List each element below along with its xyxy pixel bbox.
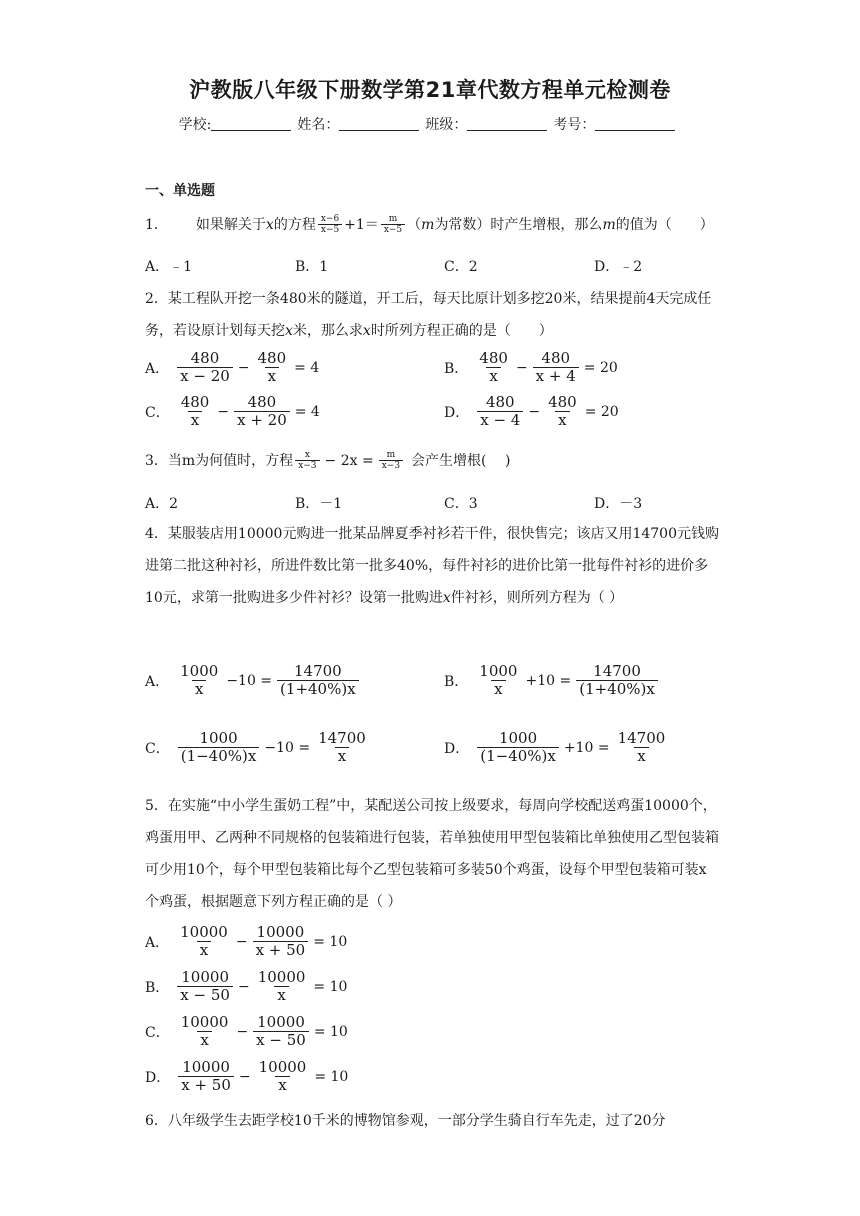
school-label: 学校: (178, 117, 212, 133)
q2-text: 时所列方程正确的是（ ） (370, 323, 553, 339)
fraction: $\frac{1000}{(1-40\%)x}$ (178, 730, 260, 766)
fraction: $\frac{10000}{x}$ (180, 923, 228, 960)
q1-text: 如果解关于 (195, 216, 266, 233)
fraction: $\frac{14700}{(1+40\%)x}$ (576, 663, 658, 699)
question-1 (145, 214, 714, 236)
fraction: $\frac{10000}{x}$ (180, 1013, 229, 1050)
q3-text: 会产生增根( ) (411, 452, 511, 469)
q1-number: 1． (145, 216, 168, 233)
q1-option-c[interactable]: C．2 (444, 259, 478, 275)
question-4 (145, 518, 720, 614)
fraction: $\frac{10000}{x + 50}$ (253, 924, 309, 960)
fraction: $\frac{480}{x}$ (479, 349, 508, 386)
q4-text: 件衬衫，则所列方程为（ ） (450, 590, 624, 606)
page-title: 沪教版八年级下册数学第21章代数方程单元检测卷 (189, 78, 671, 102)
q1-option-d[interactable]: D．﹣2 (594, 259, 643, 275)
q3-text: − 2x = (324, 452, 374, 469)
fraction: $\frac{480}{x - 20}$ (177, 350, 233, 386)
q2-option-a[interactable]: A． $\frac{480}{x - 20}$ − $\frac{480}{x}$ = 4 (145, 349, 320, 386)
name-label: 姓名： (297, 117, 340, 133)
q4-option-d[interactable]: D． $\frac{1000}{(1-40\%)x}$ +10 = $\frac{14700}{x}$ (444, 730, 670, 766)
fraction: $\frac{10000}{x}$ (257, 968, 306, 1005)
q3-fraction: $\frac{m}{x-3}$ (379, 450, 403, 472)
q4-option-b[interactable]: B． $\frac{1000}{x}$ +10 = $\frac{14700}{(1+40\%)x}$ (444, 663, 660, 699)
question-3 (145, 450, 510, 472)
q1-var: m (421, 216, 435, 233)
q4-option-c[interactable]: C． $\frac{1000}{(1-40\%)x}$ −10 = $\frac{14700}{x}$ (145, 730, 371, 766)
q4-text: 4．某服装店用10000元购进一批某品牌夏季衬衫若干件，很快售完；该店又用14700元钱购进第二批这种衬衫，所进件数比第一批多40%，每件衬衫的进价比第一批每件衬衫的进价多10元，求第一批购进多少件衬衫？设第一批购进 (145, 526, 719, 606)
q2-option-c[interactable]: C． $\frac{480}{x}$ − $\frac{480}{x + 20}$ = 4 (145, 393, 320, 430)
q3-text: 3．当m为何值时，方程 (145, 452, 294, 469)
q2-option-b[interactable]: B． $\frac{480}{x}$ − $\frac{480}{x + 4}$ = 20 (444, 349, 618, 386)
q3-fraction: $\frac{x}{x-3}$ (295, 450, 319, 472)
q3-option-c[interactable]: C．3 (444, 496, 478, 512)
fraction: $\frac{480}{x + 20}$ (234, 394, 290, 430)
q1-text: 的值为（ ） (615, 216, 714, 233)
fraction: $\frac{10000}{x}$ (258, 1058, 307, 1095)
q2-var: x (285, 323, 293, 339)
q4-option-a[interactable]: A． $\frac{1000}{x}$ −10 = $\frac{14700}{(1+40\%)x}$ (145, 663, 361, 699)
q2-text: 2．某工程队开挖一条480米的隧道，开工后，每天比原计划多挖20米，结果提前4天完成任务，若设原计划每天挖 (145, 291, 712, 339)
fraction: $\frac{1000}{(1-40\%)x}$ (477, 730, 559, 766)
student-info-line (0, 114, 860, 134)
q5-option-c[interactable]: C． $\frac{10000}{x}$ − $\frac{10000}{x - 50}$ = 10 (145, 1013, 348, 1050)
fraction: $\frac{480}{x - 4}$ (477, 394, 523, 430)
q1-text: +1＝ (344, 216, 379, 233)
q3-option-d[interactable]: D．－3 (594, 496, 643, 512)
fraction: $\frac{14700}{x}$ (617, 729, 666, 766)
q1-fraction: $\frac{m}{x-5}$ (381, 214, 405, 236)
exam-no-label: 考号： (553, 117, 596, 133)
q1-text: 为常数）时产生增根，那么 (434, 216, 603, 233)
fraction: $\frac{10000}{x - 50}$ (177, 969, 233, 1005)
q5-option-a[interactable]: A． $\frac{10000}{x}$ − $\frac{10000}{x + 50}$ = 10 (145, 923, 348, 960)
question-6: 6．八年级学生去距学校10千米的博物馆参观，一部分学生骑自行车先走，过了20分 (145, 1113, 666, 1129)
fraction: $\frac{10000}{x + 50}$ (178, 1059, 234, 1095)
fraction: $\frac{1000}{x}$ (180, 662, 219, 699)
fraction: $\frac{14700}{(1+40\%)x}$ (277, 663, 359, 699)
q1-option-a[interactable]: A．﹣1 (145, 259, 193, 275)
fraction: $\frac{10000}{x - 50}$ (253, 1014, 309, 1050)
q5-option-b[interactable]: B． $\frac{10000}{x - 50}$ − $\frac{10000}{x}$ = 10 (145, 968, 348, 1005)
q3-option-b[interactable]: B．－1 (295, 496, 343, 512)
section-heading: 一、单选题 (145, 183, 215, 199)
q1-text: （ (407, 216, 422, 233)
q3-option-a[interactable]: A．2 (145, 496, 179, 512)
fraction: $\frac{480}{x}$ (180, 393, 210, 430)
q5-option-d[interactable]: D． $\frac{10000}{x + 50}$ − $\frac{10000}{x}$ = 10 (145, 1058, 349, 1095)
q1-text: 的方程 (273, 216, 316, 233)
q2-text: 米，那么求 (292, 323, 363, 339)
question-2 (145, 283, 720, 347)
q1-var: m (602, 216, 616, 233)
q1-option-b[interactable]: B．1 (295, 259, 329, 275)
school-blank (211, 116, 291, 131)
fraction: $\frac{1000}{x}$ (479, 662, 518, 699)
fraction: $\frac{480}{x}$ (257, 349, 287, 386)
q4-var: x (442, 590, 451, 606)
fraction: $\frac{14700}{x}$ (318, 729, 366, 766)
q2-var: x (362, 323, 371, 339)
question-5: 5．在实施“中小学生蛋奶工程”中，某配送公司按上级要求，每周向学校配送鸡蛋10000个，鸡蛋用甲、乙两种不同规格的包装箱进行包装，若单独使用甲型包装箱比单独使用乙型包装箱可少用10个，每个甲型包装箱比每个乙型包装箱可多装50个鸡蛋，设每个甲型包装箱可装x个鸡蛋，根据题意下列方程正确的是（ ） (145, 798, 719, 910)
name-blank (339, 116, 419, 131)
class-label: 班级： (425, 117, 468, 133)
class-blank (467, 116, 547, 131)
fraction: $\frac{480}{x + 4}$ (533, 350, 579, 386)
exam-no-blank (595, 116, 675, 131)
q1-var: x (265, 216, 274, 233)
fraction: $\frac{480}{x}$ (548, 393, 577, 430)
q2-option-d[interactable]: D． $\frac{480}{x - 4}$ − $\frac{480}{x}$ = 20 (444, 393, 619, 430)
q1-fraction: $\frac{x-6}{x-5}$ (318, 214, 342, 236)
